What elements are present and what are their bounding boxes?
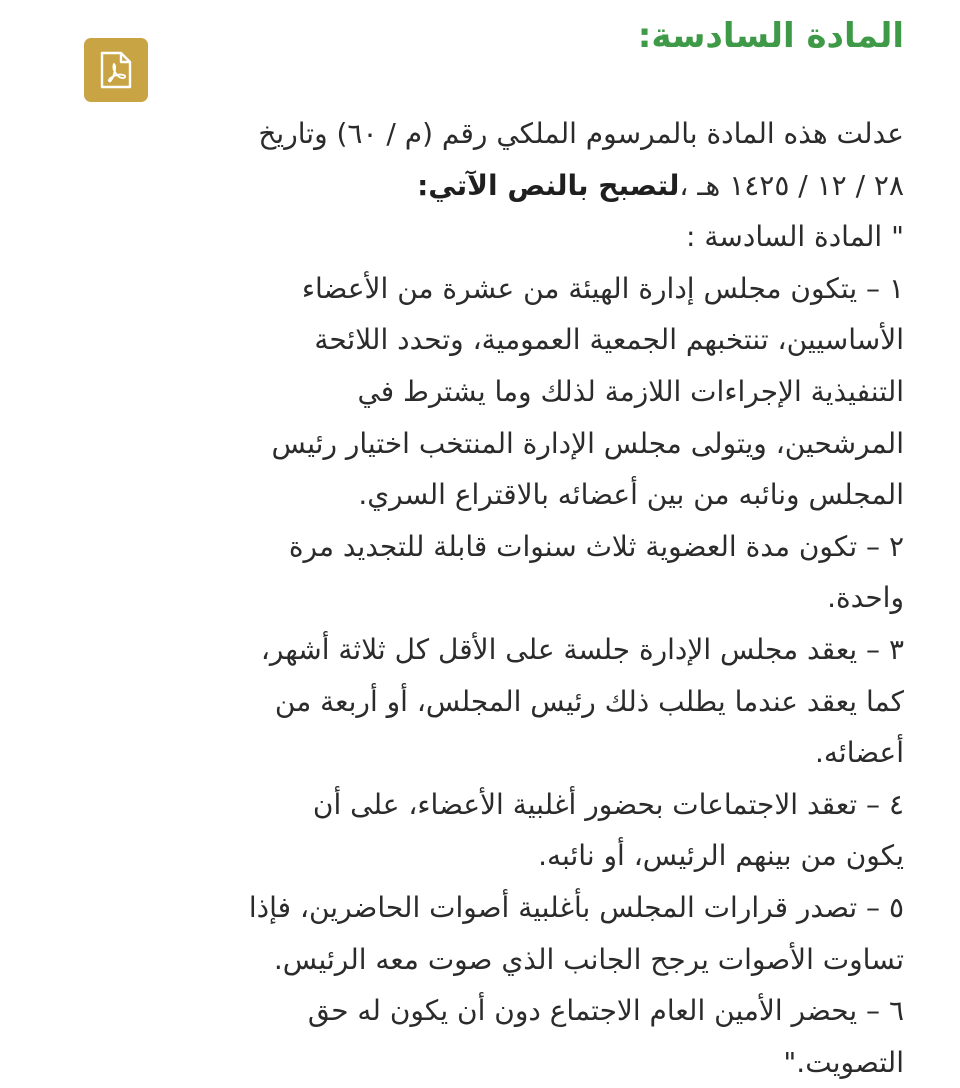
amendment-date: ٢٨ / ١٢ / ١٤٢٥ هـ ،	[679, 168, 904, 202]
body-line: يكون من بينهم الرئيس، أو نائبه.	[538, 839, 904, 873]
pdf-file-icon	[99, 51, 133, 89]
body-line: المرشحين، ويتولى مجلس الإدارة المنتخب اختيار رئيس	[271, 426, 904, 460]
body-line: الأساسيين، تنتخبهم الجمعية العمومية، وتحدد اللائحة	[314, 323, 904, 357]
pdf-download-button[interactable]	[84, 38, 148, 102]
body-line: ٣ – يعقد مجلس الإدارة جلسة على الأقل كل ثلاثة أشهر،	[260, 632, 904, 666]
body-line: المجلس ونائبه من بين أعضائه بالاقتراع السري.	[358, 478, 904, 512]
body-line: تساوت الأصوات يرجح الجانب الذي صوت معه الرئيس.	[273, 942, 904, 976]
body-line: التصويت."	[783, 1045, 904, 1079]
quote-heading: " المادة السادسة :	[686, 220, 904, 254]
body-line: ٥ – تصدر قرارات المجلس بأغلبية أصوات الحاضرين، فإذا	[248, 890, 904, 924]
amendment-line-1: عدلت هذه المادة بالمرسوم الملكي رقم (م / ٦٠) وتاريخ	[258, 117, 904, 150]
article-title: المادة السادسة:	[637, 16, 904, 56]
body-line: أعضائه.	[814, 736, 904, 770]
body-line: ٢ – تكون مدة العضوية ثلاث سنوات قابلة للتجديد مرة	[288, 529, 904, 563]
body-line: واحدة.	[827, 581, 904, 615]
amendment-bold-text: لتصبح بالنص الآتي:	[417, 168, 680, 202]
body-line: ٤ – تعقد الاجتماعات بحضور أغلبية الأعضاء، على أن	[312, 787, 904, 821]
article-body	[54, 108, 904, 1088]
body-line: التنفيذية الإجراءات اللازمة لذلك وما يشترط في	[357, 374, 904, 408]
body-line: ٦ – يحضر الأمين العام الاجتماع دون أن يكون له حق	[307, 994, 904, 1028]
body-line: ١ – يتكون مجلس إدارة الهيئة من عشرة من الأعضاء	[301, 271, 904, 305]
amendment-line-2	[54, 160, 904, 212]
body-line: كما يعقد عندما يطلب ذلك رئيس المجلس، أو أربعة من	[274, 684, 904, 718]
